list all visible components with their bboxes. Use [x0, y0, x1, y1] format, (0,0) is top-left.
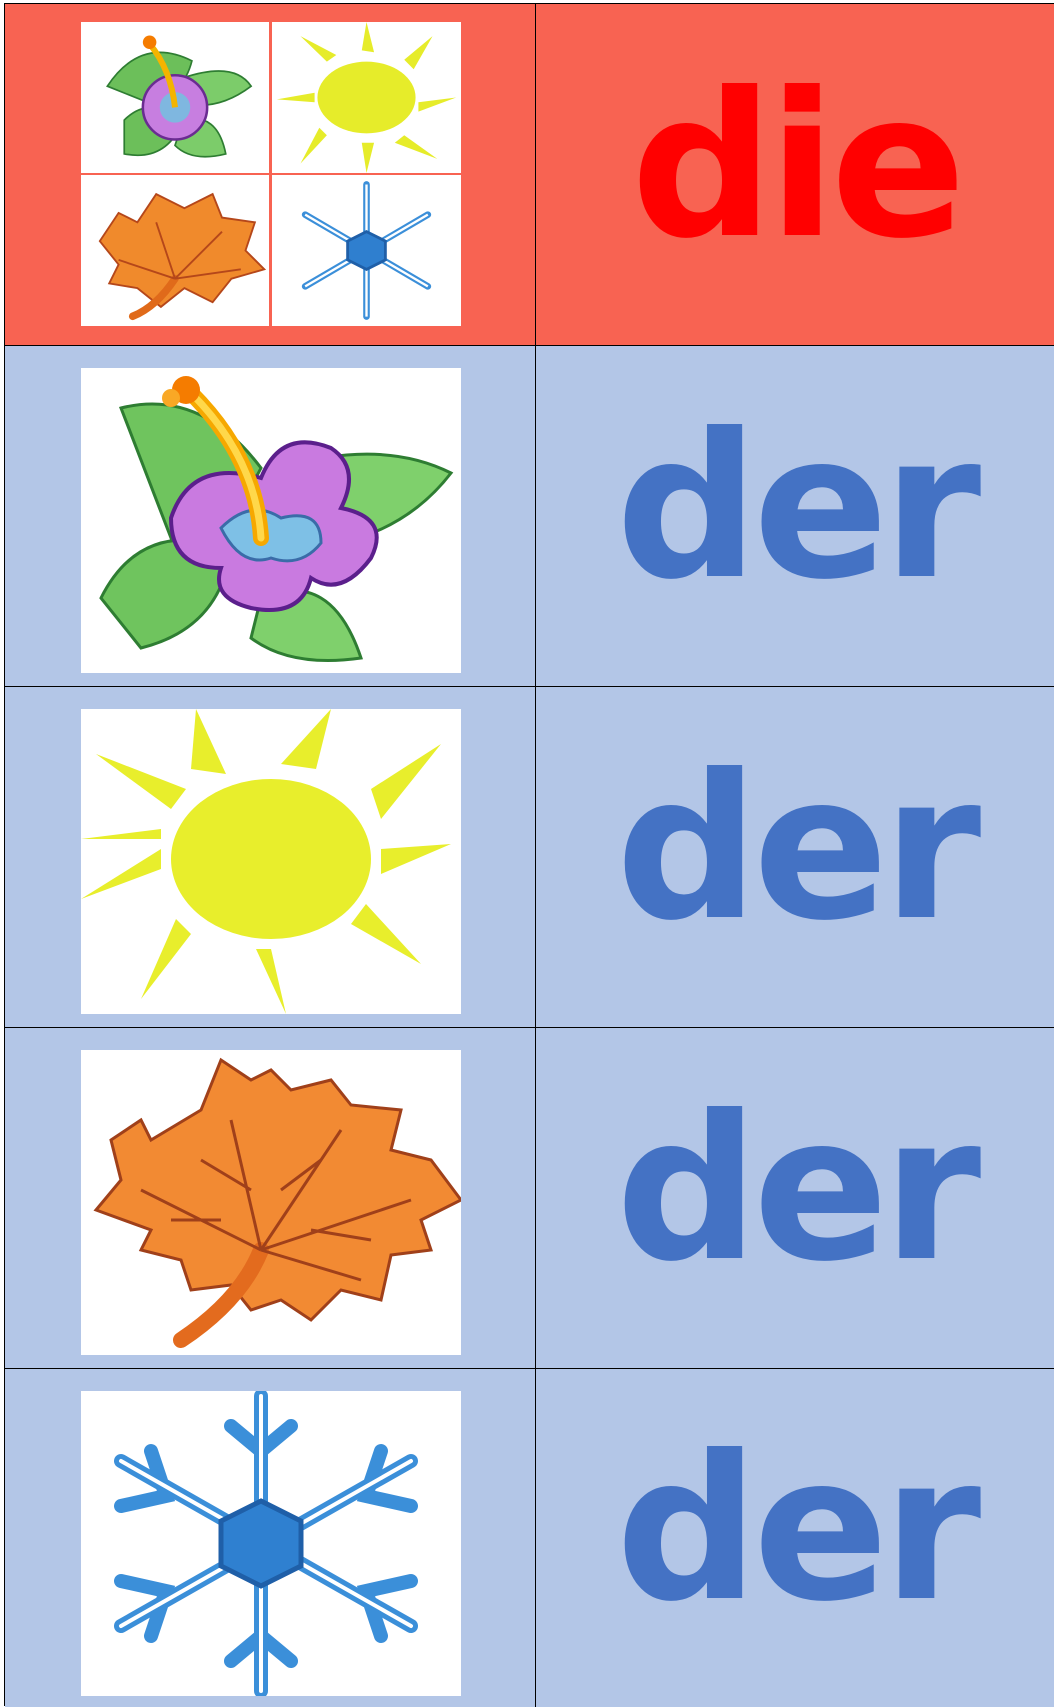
- article-cell: [536, 1369, 1054, 1707]
- article-word: der: [615, 1413, 976, 1646]
- snowflake-icon: [81, 1391, 461, 1696]
- article-cell: [536, 346, 1054, 686]
- snowflake-icon: [272, 175, 461, 326]
- article-cell: [536, 687, 1054, 1027]
- article-word: der: [615, 732, 976, 965]
- picture-cell: [5, 1028, 536, 1368]
- table-row-der-snowflake: [5, 1369, 1054, 1707]
- sun-icon: [272, 22, 461, 173]
- four-seasons-collage: [81, 22, 461, 326]
- table-row-der-leaf: [5, 1028, 1054, 1369]
- table-row-die: [5, 4, 1054, 346]
- hibiscus-flower-icon: [81, 368, 461, 673]
- sun-icon: [81, 709, 461, 1014]
- picture-cell: [5, 687, 536, 1027]
- table-row-der-flower: [5, 346, 1054, 687]
- leaf-icon: [81, 175, 269, 326]
- season-article-table: [4, 3, 1054, 1706]
- table-row-der-sun: [5, 687, 1054, 1028]
- article-word: der: [615, 1073, 976, 1306]
- picture-cell: [5, 1369, 536, 1707]
- article-cell: [536, 1028, 1054, 1368]
- autumn-leaf-icon: [81, 1050, 461, 1355]
- flower-icon: [81, 22, 269, 173]
- article-word: der: [615, 391, 976, 624]
- article-word: die: [630, 49, 961, 283]
- article-cell: [536, 4, 1054, 345]
- picture-cell: [5, 346, 536, 686]
- picture-cell: [5, 4, 536, 345]
